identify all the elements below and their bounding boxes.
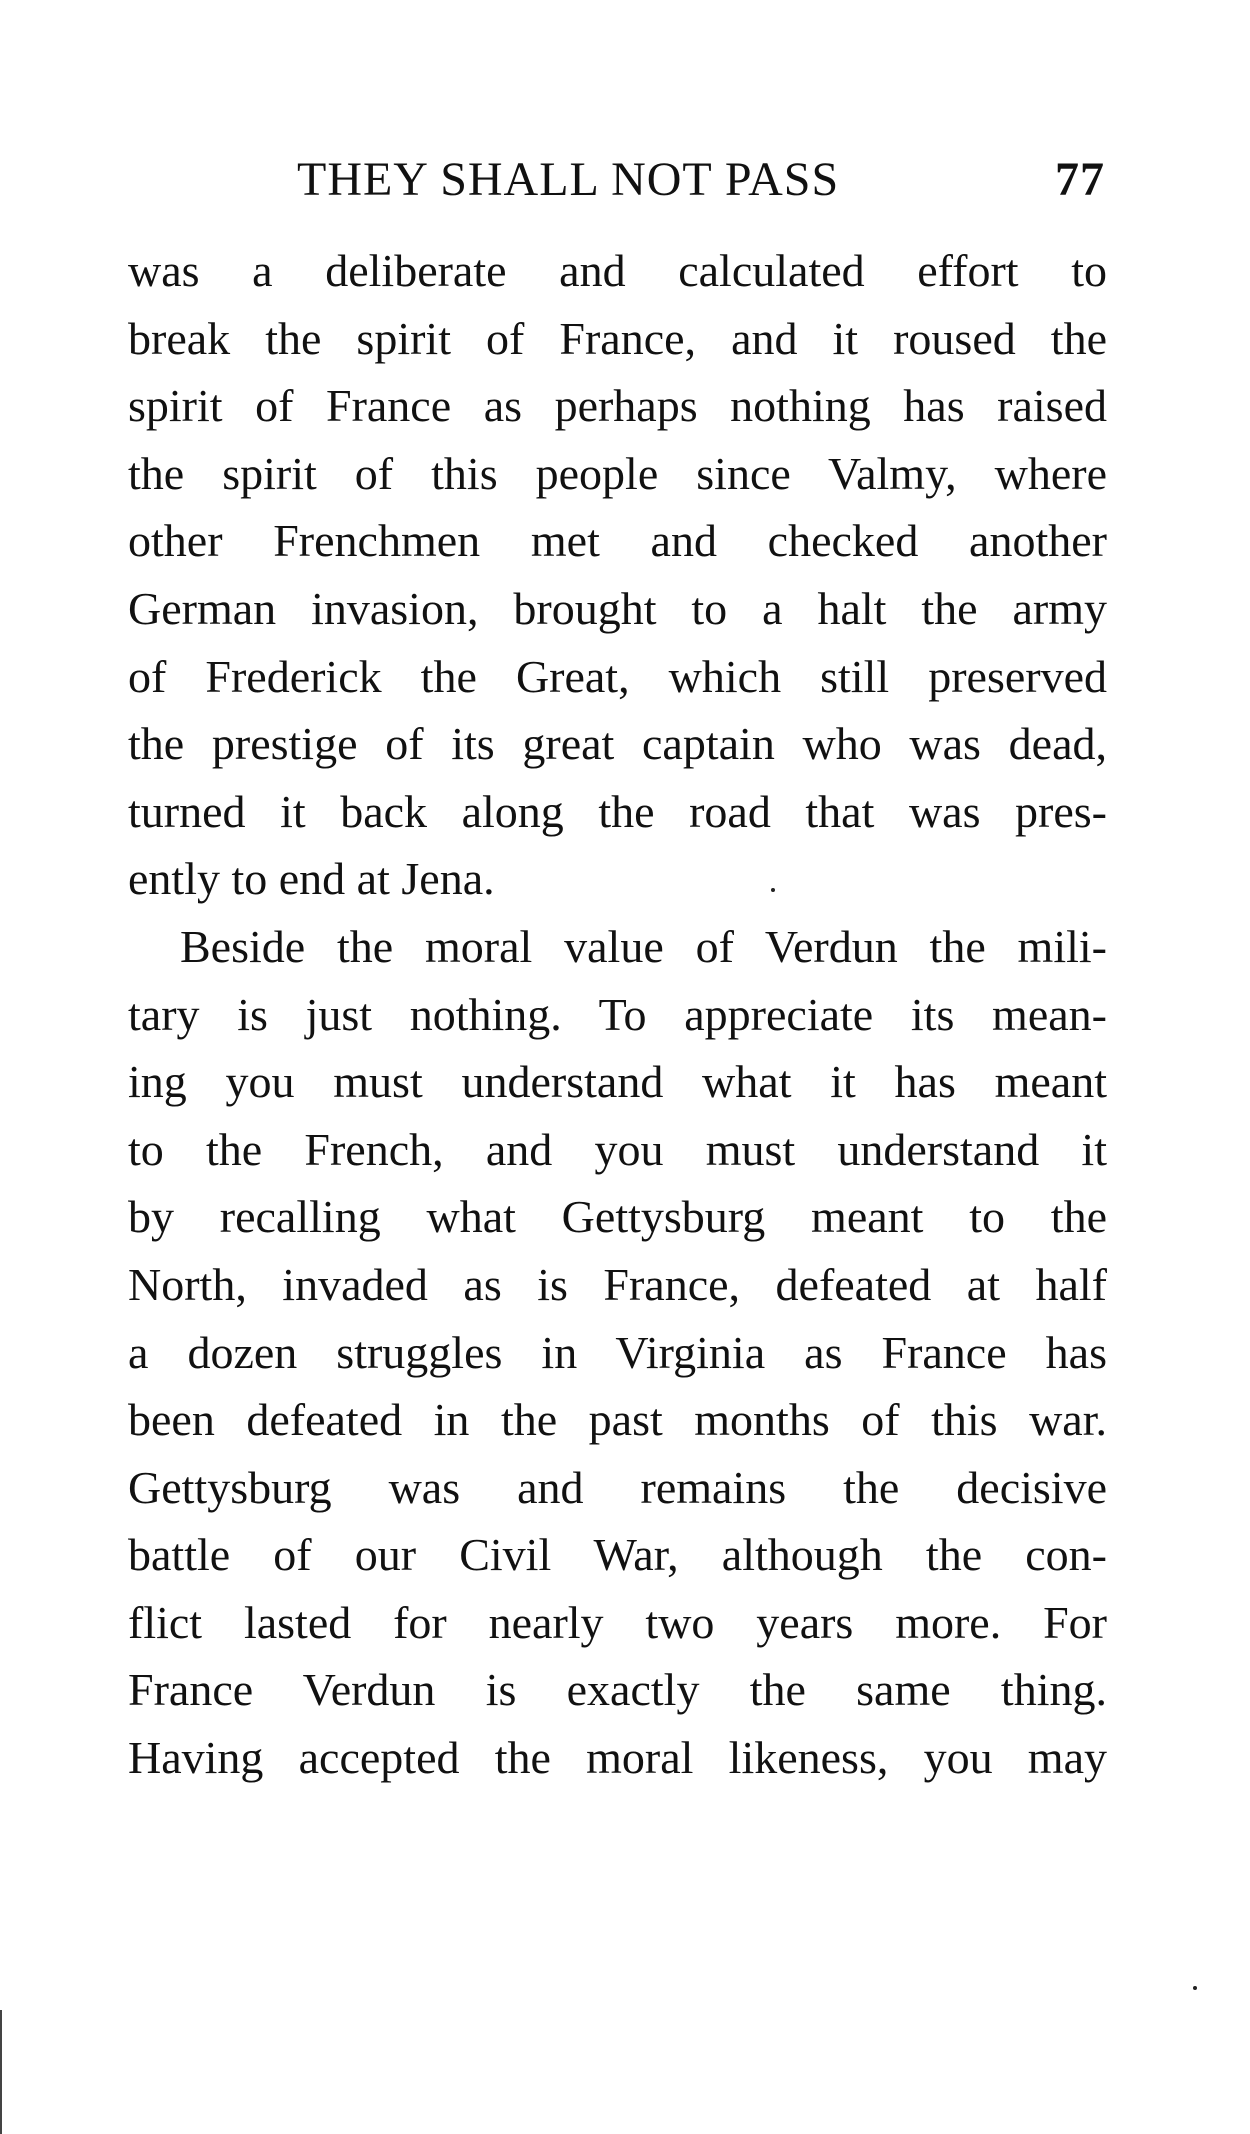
- text-line: battle of our Civil War, although the con-: [128, 1529, 1107, 1581]
- text-line: ently to end at Jena.: [128, 853, 495, 905]
- text-line: a dozen struggles in Virginia as France has: [128, 1326, 1107, 1378]
- text-line: North, invaded as is France, defeated at half: [128, 1258, 1107, 1310]
- text-line: been defeated in the past months of this war.: [128, 1394, 1107, 1446]
- body-text: [128, 237, 1107, 1792]
- text-line: other Frenchmen met and checked another: [128, 515, 1107, 567]
- print-speck: [771, 888, 775, 892]
- text-line: Gettysburg was and remains the decisive: [128, 1461, 1107, 1513]
- text-line: break the spirit of France, and it roused the: [128, 312, 1107, 364]
- text-line: to the French, and you must understand it: [128, 1123, 1107, 1175]
- text-line: ing you must understand what it has meant: [128, 1056, 1107, 1108]
- scan-edge-mark: [0, 2010, 2, 2134]
- print-speck: [1193, 1986, 1197, 1990]
- text-line: the spirit of this people since Valmy, where: [128, 447, 1107, 499]
- text-line: tary is just nothing. To appreciate its mean-: [128, 988, 1107, 1040]
- page-number: 77: [1055, 153, 1105, 206]
- paragraph-2: [128, 913, 1107, 1792]
- text-line: Beside the moral value of Verdun the mili-: [180, 920, 1107, 972]
- running-title: THEY SHALL NOT PASS: [297, 153, 840, 206]
- text-line: by recalling what Gettysburg meant to the: [128, 1191, 1107, 1243]
- paragraph-1: [128, 237, 1107, 913]
- text-line: German invasion, brought to a halt the army: [128, 582, 1107, 634]
- running-head: [130, 152, 1105, 214]
- text-line: flict lasted for nearly two years more. For: [128, 1596, 1107, 1648]
- text-line: turned it back along the road that was pres-: [128, 785, 1107, 837]
- text-line: Having accepted the moral likeness, you may: [128, 1732, 1107, 1784]
- text-line: of Frederick the Great, which still preserved: [128, 650, 1107, 702]
- text-line: the prestige of its great captain who was dead,: [128, 718, 1107, 770]
- text-line: France Verdun is exactly the same thing.: [128, 1664, 1107, 1716]
- text-line: spirit of France as perhaps nothing has raised: [128, 380, 1107, 432]
- text-line: was a deliberate and calculated effort to: [128, 245, 1107, 296]
